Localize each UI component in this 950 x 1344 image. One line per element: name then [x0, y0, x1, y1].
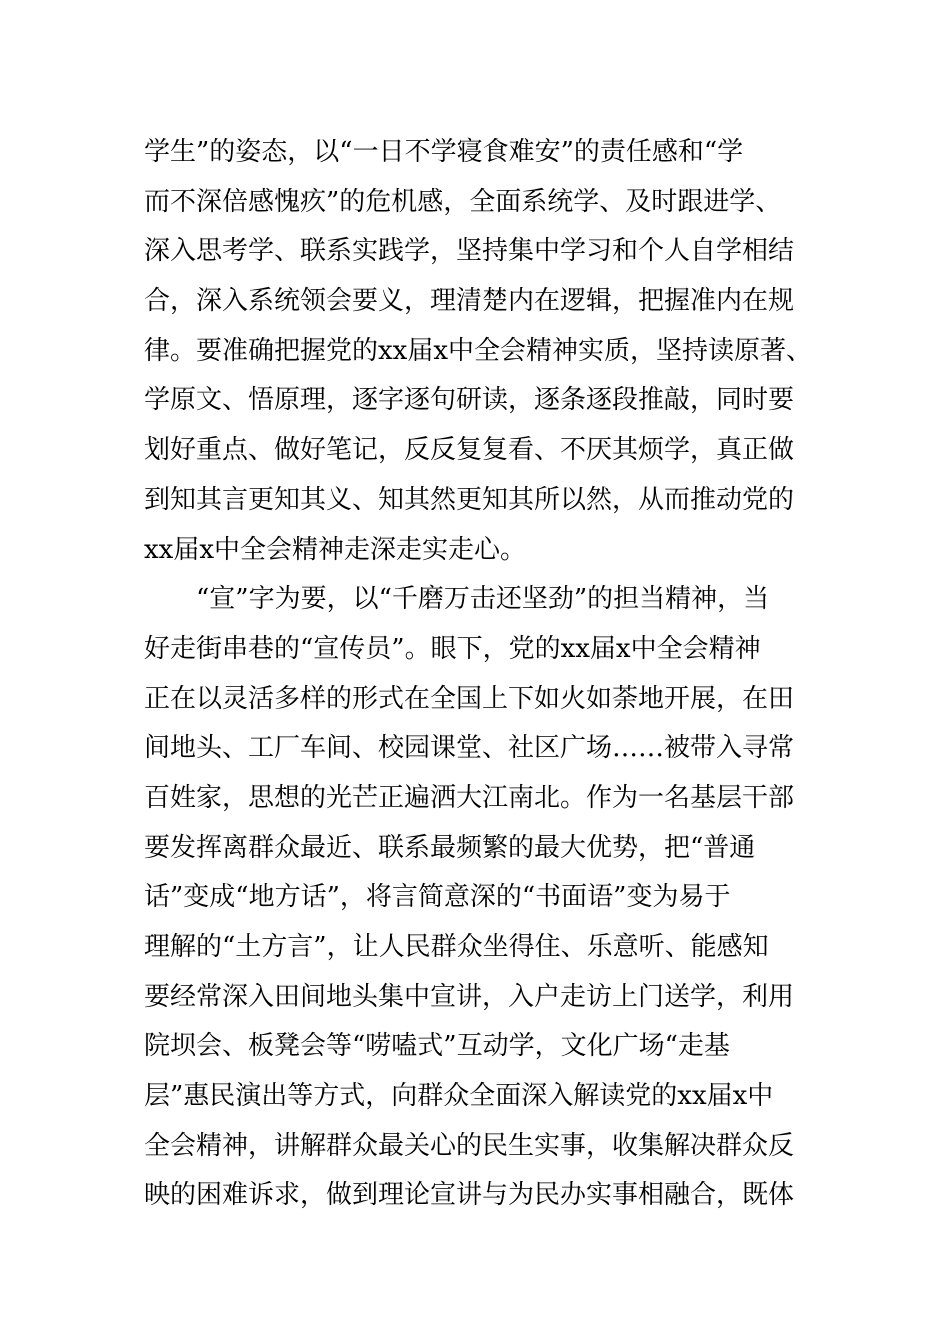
text-line: 理解的“土方言”，让人民群众坐得住、乐意听、能感知 [144, 932, 769, 962]
text-line: 百姓家，思想的光芒正遍洒大江南北。作为一名基层干部 [144, 782, 795, 813]
text-line: 要发挥离群众最近、联系最频繁的最大优势，把“普通 [144, 832, 756, 863]
paragraph-start-line: “宣”字为要，以“千磨万击还坚劲”的担当精神，当 [196, 584, 770, 615]
text-line: 合，深入系统领会要义，理清楚内在逻辑，把握准内在规 [144, 286, 795, 317]
text-line: 深入思考学、联系实践学，坚持集中学习和个人自学相结 [144, 236, 795, 267]
body-text [144, 128, 844, 1221]
text-line: 正在以灵活多样的形式在全国上下如火如荼地开展，在田 [144, 683, 795, 714]
text-line: 映的困难诉求，做到理论宣讲与为民办实事相融合，既体 [144, 1180, 795, 1211]
text-line: 院坝会、板凳会等“唠嗑式”互动学，文化广场“走基 [144, 1031, 730, 1062]
text-line: 要经常深入田间地头集中宣讲，入户走访上门送学，利用 [144, 981, 795, 1012]
text-line: 层”惠民演出等方式，向群众全面深入解读党的xx届x中 [144, 1081, 774, 1112]
text-line: 而不深倍感愧疚”的危机感，全面系统学、及时跟进学、 [144, 186, 782, 217]
text-line: 学原文、悟原理，逐字逐句研读，逐条逐段推敲，同时要 [144, 385, 795, 416]
text-line: 到知其言更知其义、知其然更知其所以然，从而推动党的 [144, 484, 795, 515]
text-line: 学生”的姿态，以“一日不学寝食难安”的责任感和“学 [144, 137, 744, 167]
text-line: 划好重点、做好笔记，反反复复看、不厌其烦学，真正做 [144, 435, 795, 466]
text-line: 全会精神，讲解群众最关心的民生实事，收集解决群众反 [144, 1130, 795, 1161]
text-line: 话”变成“地方话”，将言简意深的“书面语”变为易于 [144, 882, 731, 913]
text-line: 好走街串巷的“宣传员”。眼下，党的xx届x中全会精神 [144, 633, 761, 664]
text-line: 间地头、工厂车间、校园课堂、社区广场……被带入寻常 [144, 733, 795, 764]
text-line: xx届x中全会精神走深走实走心。 [144, 534, 526, 565]
text-line: 律。要准确把握党的xx届x中全会精神实质，坚持读原著、 [144, 335, 812, 366]
